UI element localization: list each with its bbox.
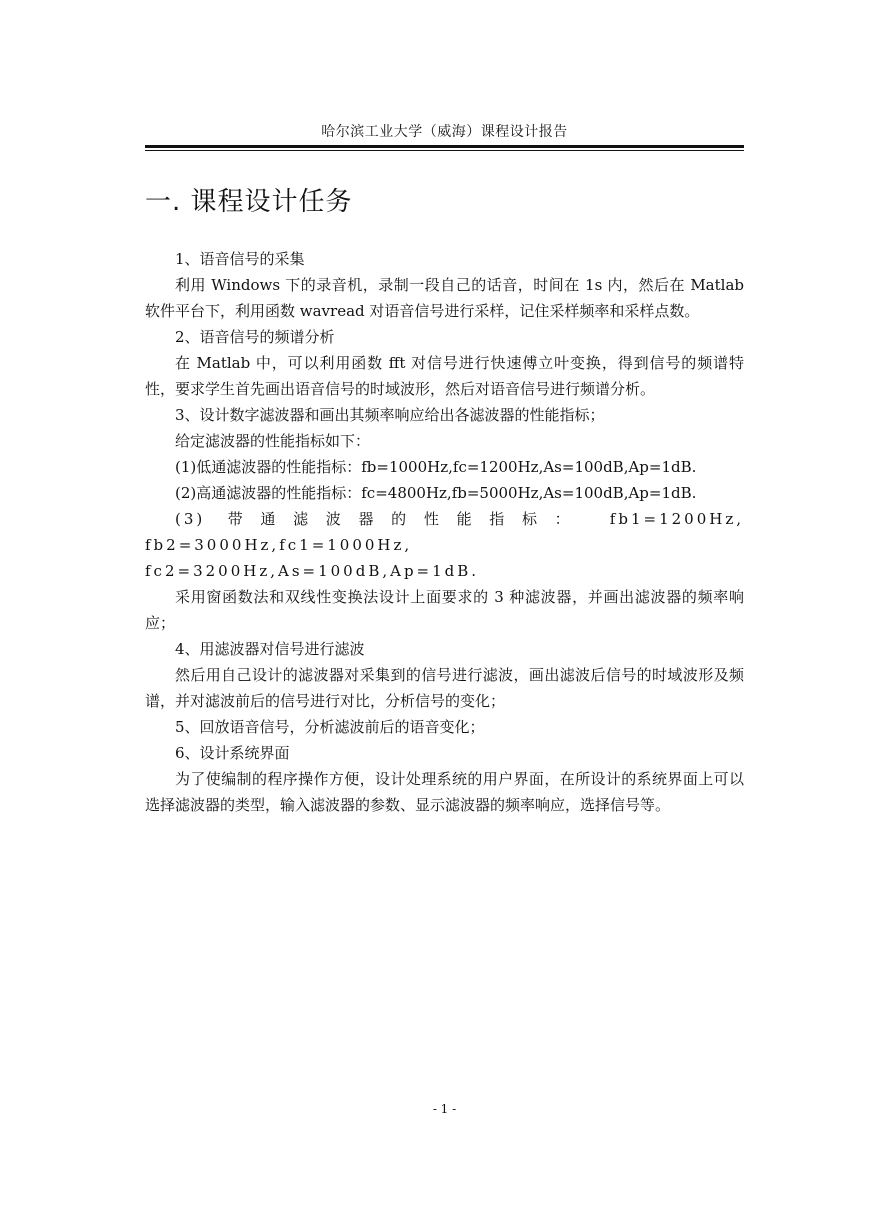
bandpass-spec: (3) 带通滤波器的性能指标： fb1=1200Hz, fb2=3000Hz,fc1=1000Hz, fc2=3200Hz,As=100dB,Ap=1dB. (145, 510, 744, 580)
filter-spec-intro: 给定滤波器的性能指标如下： (175, 432, 371, 450)
task-4-body: 然后用自己设计的滤波器对采集到的信号进行滤波，画出滤波后信号的时域波形及频谱，并对滤波前后的信号进行对比，分析信号的变化； (145, 666, 744, 710)
section-title: 一. 课程设计任务 (145, 187, 353, 217)
task-6-heading: 6、设计系统界面 (175, 744, 290, 762)
task-4-heading: 4、用滤波器对信号进行滤波 (175, 640, 365, 658)
task-1-body: 利用 Windows 下的录音机，录制一段自己的话音，时间在 1s 内，然后在 Matlab 软件平台下，利用函数 wavread 对语音信号进行采样，记住采样频率和采样点数。 (145, 276, 744, 320)
design-method: 采用窗函数法和双线性变换法设计上面要求的 3 种滤波器，并画出滤波器的频率响应； (145, 588, 744, 632)
highpass-spec: (2)高通滤波器的性能指标：fc=4800Hz,fb=5000Hz,As=100dB,Ap=1dB. (175, 484, 697, 502)
task-2-body: 在 Matlab 中，可以利用函数 fft 对信号进行快速傅立叶变换，得到信号的频谱特性，要求学生首先画出语音信号的时域波形，然后对语音信号进行频谱分析。 (145, 354, 744, 398)
task-2-heading: 2、语音信号的频谱分析 (175, 328, 335, 346)
task-1-heading: 1、语音信号的采集 (175, 250, 305, 268)
task-3-heading: 3、设计数字滤波器和画出其频率响应给出各滤波器的性能指标； (175, 406, 605, 424)
header-rule-thin (145, 150, 744, 151)
task-content (145, 246, 744, 818)
lowpass-spec: (1)低通滤波器的性能指标：fb=1000Hz,fc=1200Hz,As=100dB,Ap=1dB. (175, 458, 697, 476)
page-number: - 1 - (432, 1102, 457, 1116)
task-6-body: 为了使编制的程序操作方便，设计处理系统的用户界面，在所设计的系统界面上可以选择滤波器的类型，输入滤波器的参数、显示滤波器的频率响应，选择信号等。 (145, 770, 744, 814)
header-rule-thick (145, 145, 744, 148)
page-header: 哈尔滨工业大学（威海）课程设计报告 (321, 124, 568, 140)
task-5-heading: 5、回放语音信号，分析滤波前后的语音变化； (175, 718, 485, 736)
